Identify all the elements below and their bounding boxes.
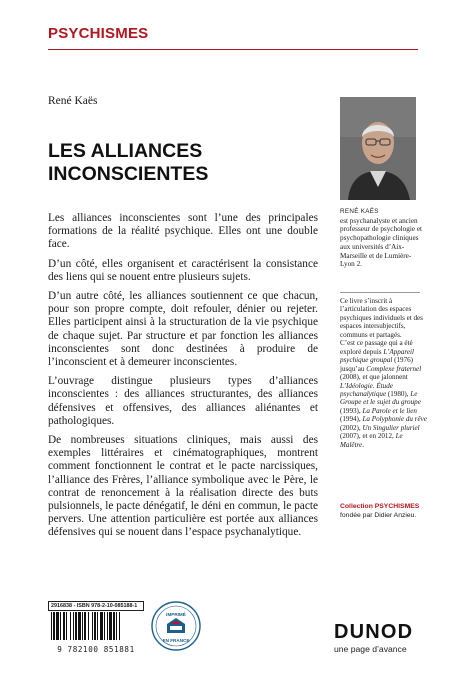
series-name: PSYCHISMES — [48, 25, 149, 42]
badge-top-text: IMPRIMÉ — [166, 612, 186, 617]
barcode-header: 2916838 - ISBN 978-2-10-085188-1 — [48, 601, 144, 611]
collection-info — [340, 503, 430, 520]
about-paragraph-2: C’est ce passage qui a été exploré depuis L’Appareil psychique groupal (1976) jusqu’au Complexe fraternel (2008), et que jalonnent L’Idéologie. Étude psychanalytique (1980), Le Groupe et le sujet du groupe (1993), La Parole et le lien (1994), La Polyphonie du rêve (2002), Un Singulier pluriel (2007), et en 2012, Le Malêtre. — [340, 339, 427, 449]
bio-divider — [340, 292, 420, 293]
author-photo — [340, 97, 416, 200]
book-title — [48, 140, 348, 186]
title-line-2: INCONSCIENTES — [48, 163, 209, 185]
collection-label: Collection PSYCHISMES — [340, 503, 420, 510]
about-the-book — [340, 297, 428, 449]
blurb-paragraph: D’un côté, elles organisent et caractérisent la consistance des liens qui se nouent entre plusieurs sujets. — [48, 257, 318, 283]
collection-founder: fondée par Didier Anzieu. — [340, 511, 417, 519]
publisher-logo: DUNOD — [334, 621, 414, 643]
author-bio — [340, 208, 425, 269]
barcode-digits: 9 782100 851881 — [57, 645, 135, 654]
bio-author-name: RENÉ KAËS — [340, 208, 379, 215]
printed-in-france-badge — [150, 600, 202, 652]
blurb-paragraph: De nombreuses situations cliniques, mais aussi des exemples littéraires et cinématographiques, montrent comment fonctionnent le contrat et le pacte narcissiques, l’alliance des Frères, l’alliance symbolique avec le Père, le contrat de renoncement à la réalisation directe des buts pulsionnels, le pacte dénégatif, le déni en commun, le pacte pervers. Une attention particulière est portée aux alliances défensives qui se nouent dans l’espace psychanalytique. — [48, 434, 318, 539]
badge-bottom-text: EN FRANCE — [162, 638, 190, 643]
publisher-tagline: une page d’avance — [334, 644, 407, 654]
header-rule — [48, 49, 418, 50]
barcode-bars — [48, 611, 144, 641]
about-paragraph-1: Ce livre s’inscrit à l’articulation des espaces psychiques individuels et des espaces intersubjectifs, communs et partagés. — [340, 297, 423, 339]
back-cover-blurb — [48, 212, 318, 546]
bio-text: est psychanalyste et ancien professeur de psychologie et psychopathologie cliniques aux universités d’Aix-Marseille et de Lumière-Lyon 2. — [340, 216, 423, 269]
isbn-barcode — [48, 601, 144, 654]
title-line-1: LES ALLIANCES — [48, 140, 203, 162]
blurb-paragraph: D’un autre côté, les alliances soutiennent ce que chacun, pour son propre compte, doit refouler, dénier ou rejeter. Elles participent ainsi à la structuration de la vie psychique de chaque sujet. Par structure et par fonction les alliances inconscientes sont donc destinées à produire de l’inconscient et à demeurer inconscientes. — [48, 290, 318, 369]
author-name: René Kaës — [48, 95, 98, 107]
blurb-paragraph: L’ouvrage distingue plusieurs types d’alliances inconscientes : des alliances structurantes, des alliances défensives et offensives, des alliances aliénantes et pathologiques. — [48, 375, 318, 427]
blurb-paragraph: Les alliances inconscientes sont l’une des principales formations de la réalité psychique. Elles ont une double face. — [48, 212, 318, 251]
